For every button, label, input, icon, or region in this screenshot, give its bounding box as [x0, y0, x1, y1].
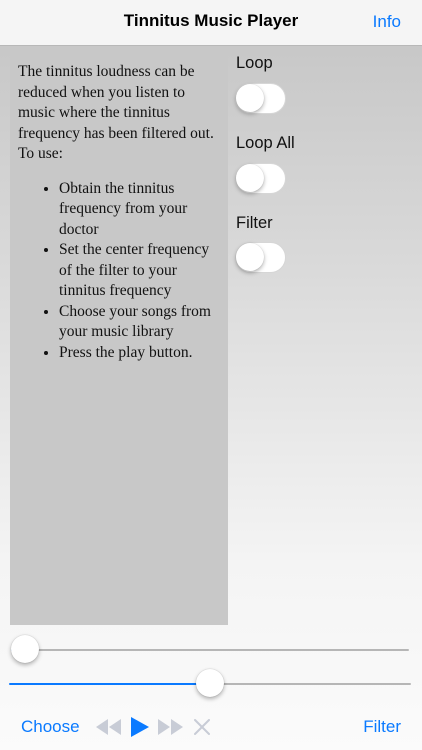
info-button[interactable]: Info — [372, 12, 401, 31]
switch-knob — [236, 243, 264, 271]
fast-forward-icon[interactable] — [158, 719, 184, 735]
play-icon[interactable] — [131, 717, 149, 737]
filter-switch[interactable] — [235, 242, 286, 273]
filter-button[interactable]: Filter — [363, 717, 401, 736]
instructions-panel — [10, 54, 228, 625]
page-title: Tinnitus Music Player — [123, 11, 299, 30]
switch-knob — [236, 164, 264, 192]
instruction-step: • Choose your songs from your music library — [59, 302, 222, 343]
choose-button[interactable]: Choose — [21, 717, 80, 736]
instruction-step: • Set the center frequency of the filter to your tinnitus frequency — [59, 240, 222, 302]
loop-all-label: Loop All — [236, 134, 295, 152]
instructions-list — [18, 179, 222, 364]
filter-label: Filter — [236, 214, 273, 232]
volume-slider-thumb[interactable] — [196, 669, 224, 697]
navigation-bar — [0, 0, 422, 46]
position-slider-track — [25, 649, 409, 651]
volume-slider-track-filled — [9, 683, 210, 685]
rewind-icon[interactable] — [96, 719, 122, 735]
loop-switch[interactable] — [235, 83, 286, 114]
bottom-toolbar — [0, 705, 422, 750]
instructions-intro: The tinnitus loudness can be reduced when you listen to music where the tinnitus frequency has been filtered out. To use: — [18, 63, 214, 162]
volume-slider-track — [210, 683, 411, 685]
stop-icon[interactable] — [194, 719, 210, 735]
instruction-step: • Obtain the tinnitus frequency from your doctor — [59, 179, 222, 241]
switch-knob — [236, 84, 264, 112]
position-slider-thumb[interactable] — [11, 635, 39, 663]
loop-all-switch[interactable] — [235, 163, 286, 194]
instruction-step: • Press the play button. — [59, 343, 222, 364]
loop-label: Loop — [236, 54, 273, 72]
